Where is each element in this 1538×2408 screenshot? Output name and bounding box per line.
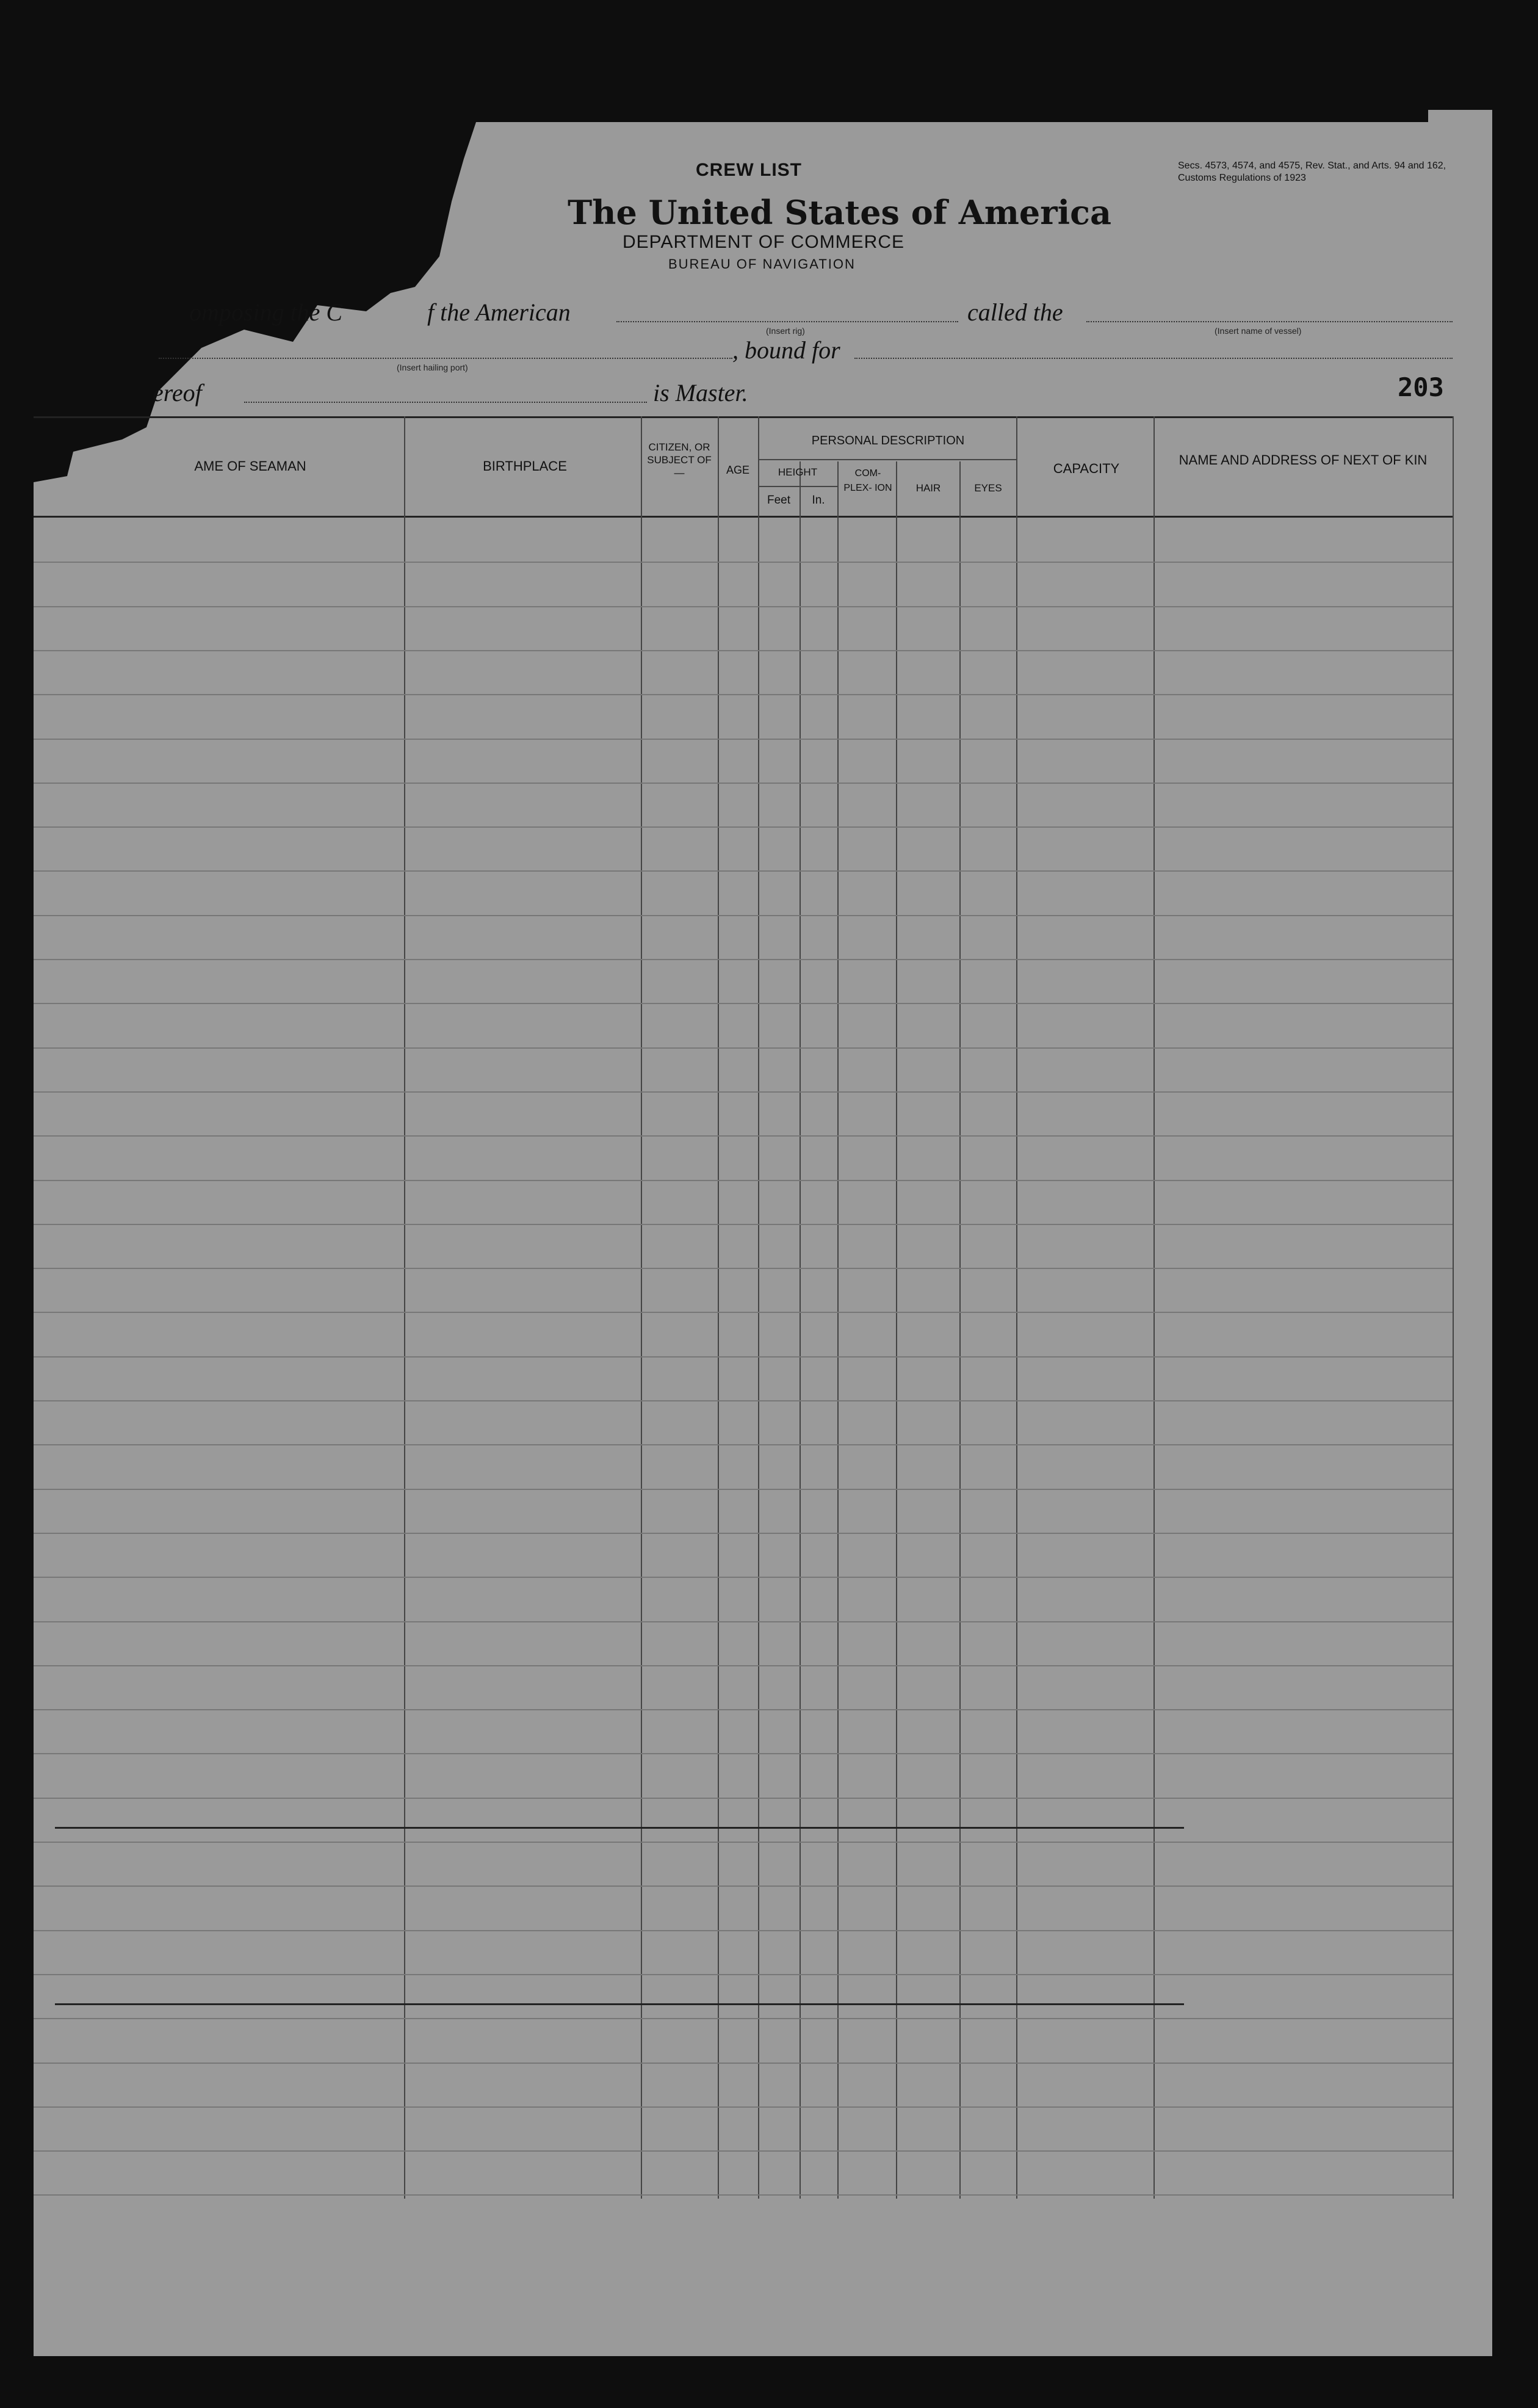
col-divider xyxy=(896,461,897,2199)
department-title: DEPARTMENT OF COMMERCE xyxy=(623,232,905,252)
row-rule xyxy=(34,915,1453,916)
row-rule xyxy=(34,959,1453,960)
row-rule xyxy=(34,2018,1453,2019)
bound-for-label: , bound for xyxy=(732,336,840,364)
vessel-hint: (Insert name of vessel) xyxy=(1215,326,1302,336)
row-rule xyxy=(34,870,1453,872)
row-rule xyxy=(34,1577,1453,1578)
called-the-label: called the xyxy=(967,298,1063,326)
row-rule xyxy=(34,1180,1453,1181)
col-birthplace-header: BIRTHPLACE xyxy=(483,458,567,474)
row-rule xyxy=(34,606,1453,607)
col-divider xyxy=(800,461,801,2199)
row-rule xyxy=(34,1356,1453,1358)
row-rule xyxy=(34,1533,1453,1534)
master-name-field xyxy=(244,402,647,403)
statute-reference: Secs. 4573, 4574, and 4575, Rev. Stat., and Arts. 94 and 162, Customs Regulations of 1923 xyxy=(1178,161,1446,183)
country-title: The United States of America xyxy=(568,193,1112,232)
whereof-label: ereof xyxy=(153,379,202,407)
row-rule xyxy=(34,1842,1453,1843)
strikethrough-line xyxy=(55,2003,1184,2005)
page-number: 203 xyxy=(1398,372,1444,402)
col-age-header: AGE xyxy=(726,464,749,476)
col-divider xyxy=(1016,416,1017,2199)
col-eyes-header: EYES xyxy=(974,482,1002,494)
row-rule xyxy=(34,2106,1453,2108)
col-height-header: HEIGHT xyxy=(778,466,818,478)
row-rule xyxy=(34,1312,1453,1313)
composing-line-part1: omposing the C xyxy=(189,298,343,326)
rig-hint: (Insert rig) xyxy=(766,326,805,336)
hailing-port-field xyxy=(159,358,732,359)
col-capacity-header: CAPACITY xyxy=(1053,461,1120,476)
row-rule xyxy=(34,1974,1453,1975)
destination-field xyxy=(854,358,1453,359)
row-rule xyxy=(34,1091,1453,1093)
row-rule xyxy=(34,1003,1453,1004)
row-rule xyxy=(34,1886,1453,1887)
col-divider xyxy=(959,461,961,2199)
row-rule xyxy=(34,1621,1453,1622)
row-rule xyxy=(34,1135,1453,1137)
row-rule xyxy=(34,1798,1453,1799)
header-bottom-rule xyxy=(34,516,1453,518)
row-rule xyxy=(34,1224,1453,1225)
col-divider xyxy=(1154,416,1155,2199)
col-divider xyxy=(1453,416,1454,2199)
row-rule xyxy=(34,739,1453,740)
col-feet-header: Feet xyxy=(767,494,791,507)
bureau-title: BUREAU OF NAVIGATION xyxy=(668,256,856,272)
row-rule xyxy=(34,783,1453,784)
row-rule xyxy=(34,1665,1453,1666)
hailing-port-hint: (Insert hailing port) xyxy=(397,363,468,372)
col-divider xyxy=(758,416,759,2199)
col-name-header: AME OF SEAMAN xyxy=(194,458,306,474)
col-divider xyxy=(718,416,719,2199)
table-top-rule xyxy=(34,416,1453,418)
row-rule xyxy=(34,650,1453,651)
col-divider xyxy=(837,461,839,2199)
row-rule xyxy=(34,1400,1453,1401)
vessel-name-field xyxy=(1086,321,1453,322)
col-citizen-header: CITIZEN, OR SUBJECT OF— xyxy=(647,441,712,479)
col-inches-header: In. xyxy=(812,494,825,507)
col-kin-header: NAME AND ADDRESS OF NEXT OF KIN xyxy=(1179,452,1428,468)
row-rule xyxy=(34,694,1453,695)
row-rule xyxy=(34,1930,1453,1931)
row-rule xyxy=(34,826,1453,828)
is-master-label: is Master. xyxy=(653,379,748,407)
rig-field xyxy=(616,321,958,322)
col-divider xyxy=(404,416,405,2199)
form-title: CREW LIST xyxy=(696,160,802,180)
row-rule xyxy=(34,1489,1453,1490)
row-rule xyxy=(34,1268,1453,1269)
row-rule xyxy=(34,2194,1453,2196)
personal-desc-rule xyxy=(758,459,1016,460)
row-rule xyxy=(34,1753,1453,1754)
row-rule xyxy=(34,2150,1453,2152)
row-rule xyxy=(34,1709,1453,1710)
col-divider xyxy=(641,416,642,2199)
composing-line-part2: f the American xyxy=(427,298,571,326)
col-hair-header: HAIR xyxy=(915,482,941,494)
row-rule xyxy=(34,2063,1453,2064)
col-personal-header: PERSONAL DESCRIPTION xyxy=(811,434,965,447)
col-complexion-header: COM- PLEX- ION xyxy=(843,468,892,493)
height-rule xyxy=(758,486,837,487)
strikethrough-line xyxy=(55,1827,1184,1829)
row-rule xyxy=(34,562,1453,563)
row-rule xyxy=(34,1444,1453,1445)
row-rule xyxy=(34,1047,1453,1049)
